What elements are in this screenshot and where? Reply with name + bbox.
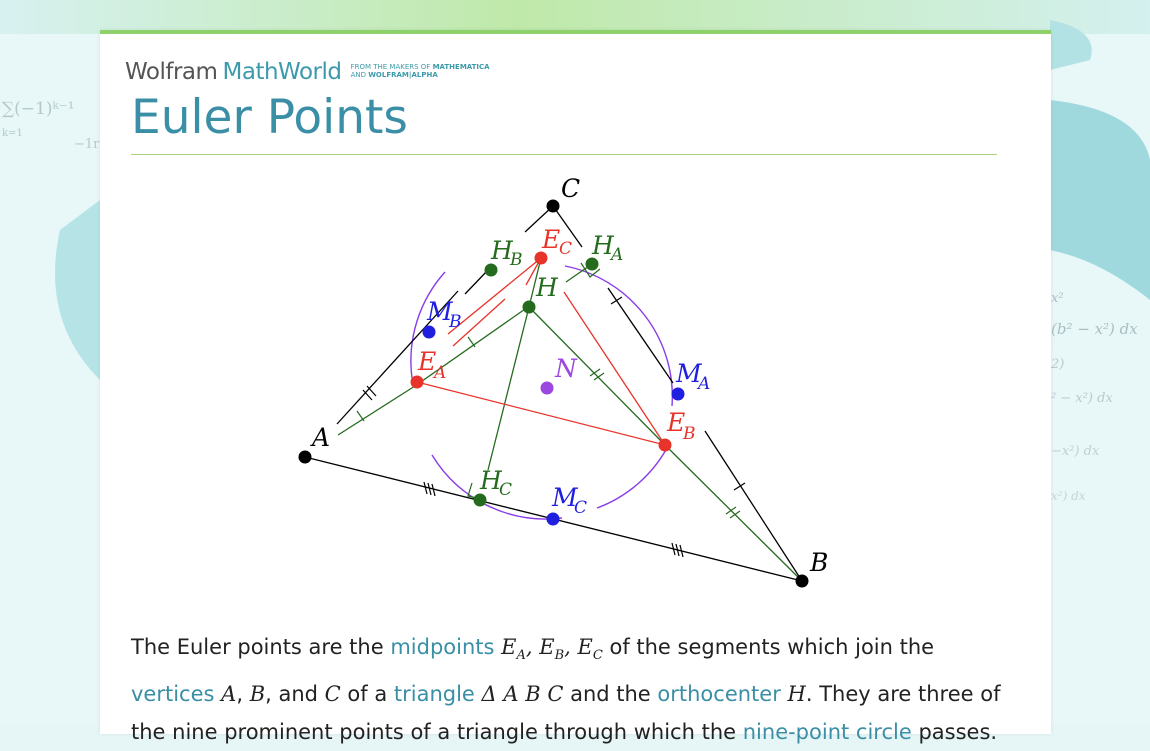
label-h-b-subscript: B xyxy=(510,250,523,270)
math-e-a-main: E xyxy=(501,635,517,659)
label-e-b: E xyxy=(667,408,686,437)
tagline-line2-bold: WOLFRAM|ALPHA xyxy=(368,71,438,79)
article-body: The Euler points are the midpoints $E_A$, $E_B$, $E_C$ of the segments which join the vertices A, B, and C of a triangle Δ A B C and the orthocenter H. They are three of the nine prominent points of a triangle through which the nine-point circle passes. xyxy=(131,635,1001,745)
body-text: of the segments which join the xyxy=(602,635,935,659)
math-e-a: $E_A$, $E_B$, $E_C$ xyxy=(501,635,603,664)
triangle-side-bc xyxy=(705,431,802,581)
nine-point-circle-arc xyxy=(565,266,672,406)
altitude-from-b xyxy=(529,307,665,445)
label-b: B xyxy=(810,548,829,577)
midpoint-c xyxy=(547,513,560,526)
label-m-b-subscript: B xyxy=(449,312,462,332)
logo-wolfram-text: Wolfram xyxy=(125,59,218,85)
tick-mark xyxy=(367,386,376,396)
page-title: Euler Points xyxy=(131,90,408,145)
math-e-b-main: E xyxy=(539,635,555,659)
label-h-a: H xyxy=(592,231,614,260)
euler-points-diagram xyxy=(100,34,1051,634)
segment-e-a-to-e-b xyxy=(417,382,665,445)
tick-mark xyxy=(363,390,372,400)
triangle-side-ac xyxy=(465,270,488,294)
tagline-line2-prefix: AND xyxy=(350,71,369,79)
midpoint-a xyxy=(672,388,685,401)
tagline-line1-bold: MATHEMATICA xyxy=(432,63,490,71)
label-e-a: E xyxy=(418,347,437,376)
nine-point-center xyxy=(541,382,554,395)
label-m-c: M xyxy=(552,483,578,512)
link-triangle[interactable]: triangle xyxy=(393,682,475,707)
midpoint-b xyxy=(423,326,436,339)
body-text: The Euler points are the xyxy=(131,635,391,659)
bg-formula-right-2: x² xyxy=(1051,291,1064,306)
tick-mark xyxy=(432,484,435,496)
label-m-a: M xyxy=(676,359,702,388)
label-m-c-subscript: C xyxy=(574,498,588,518)
math-e-b-sub: B xyxy=(554,648,565,664)
triangle-side-bc xyxy=(608,288,673,383)
math-h: H xyxy=(787,682,806,707)
label-h-b: H xyxy=(491,236,513,265)
label-e-b-subscript: B xyxy=(683,424,696,444)
math-a: A xyxy=(221,682,237,707)
euler-point-a xyxy=(411,376,424,389)
body-text: , and xyxy=(265,682,325,707)
bg-formula-left-top: ∑(−1)ᵏ⁻¹ xyxy=(2,99,75,119)
content-card xyxy=(100,30,1051,745)
tick-mark xyxy=(726,507,736,514)
bg-formula-right-5: −x²) dx xyxy=(1051,444,1100,459)
body-text: . They are three of xyxy=(805,682,1001,707)
label-a: A xyxy=(312,423,331,452)
altitude-from-b xyxy=(665,445,802,581)
orthocenter-point xyxy=(523,301,536,314)
bg-formula-right-3: 2) xyxy=(1051,357,1065,372)
tick-mark xyxy=(424,482,427,494)
bg-formula-left-mid: −1r xyxy=(74,137,100,152)
math-triangle: Δ A B C xyxy=(481,682,564,707)
tick-mark xyxy=(468,337,475,347)
label-h-c: H xyxy=(480,466,502,495)
label-m-b: M xyxy=(427,297,453,326)
math-b: B xyxy=(249,682,266,707)
vertex-c-point xyxy=(547,200,560,213)
link-nine-point-circle[interactable]: nine-point circle xyxy=(742,720,912,745)
tick-mark xyxy=(611,297,622,304)
label-e-c-subscript: C xyxy=(559,239,573,259)
euler-point-b xyxy=(659,439,672,452)
math-c: C xyxy=(324,682,341,707)
bg-formula-right-1: (b² − x²) dx xyxy=(1051,320,1138,338)
body-text: of a xyxy=(340,682,394,707)
vertex-b-point xyxy=(796,575,809,588)
tick-mark xyxy=(730,511,740,518)
label-h-a-subscript: A xyxy=(611,245,624,265)
body-text: passes. xyxy=(911,720,998,745)
tick-mark xyxy=(428,483,431,495)
math-e-c-main: E xyxy=(577,635,593,659)
body-text: the nine prominent points of a triangle through which the xyxy=(131,720,743,745)
label-e-a-subscript: A xyxy=(434,363,447,383)
label-c: C xyxy=(561,174,581,203)
tagline-line1-prefix: FROM THE MAKERS OF xyxy=(350,63,433,71)
body-text: and the xyxy=(563,682,658,707)
altitude-foot-c xyxy=(474,494,487,507)
label-m-a-subscript: A xyxy=(698,374,711,394)
altitude-foot-b xyxy=(485,264,498,277)
link-midpoints[interactable]: midpoints xyxy=(390,635,495,659)
nine-point-circle-arc xyxy=(597,448,667,508)
math-e-a-sub: A xyxy=(516,648,526,664)
label-h: H xyxy=(536,273,558,302)
bg-formula-right-6: x²) dx xyxy=(1051,489,1086,503)
link-vertices[interactable]: vertices xyxy=(131,682,215,707)
vertex-a-point xyxy=(299,451,312,464)
logo-mathworld-text: MathWorld xyxy=(222,59,342,85)
segment-h-to-b xyxy=(564,292,665,445)
label-e-c: E xyxy=(542,225,561,254)
label-n: N xyxy=(555,354,577,383)
label-h-c-subscript: C xyxy=(499,480,513,500)
bg-formula-right-4: ² − x²) dx xyxy=(1051,391,1113,406)
bg-formula-left-bottom: k=1 xyxy=(2,128,23,139)
link-orthocenter[interactable]: orthocenter xyxy=(657,682,781,707)
tick-mark xyxy=(357,411,364,421)
math-e-c-sub: C xyxy=(592,648,603,664)
